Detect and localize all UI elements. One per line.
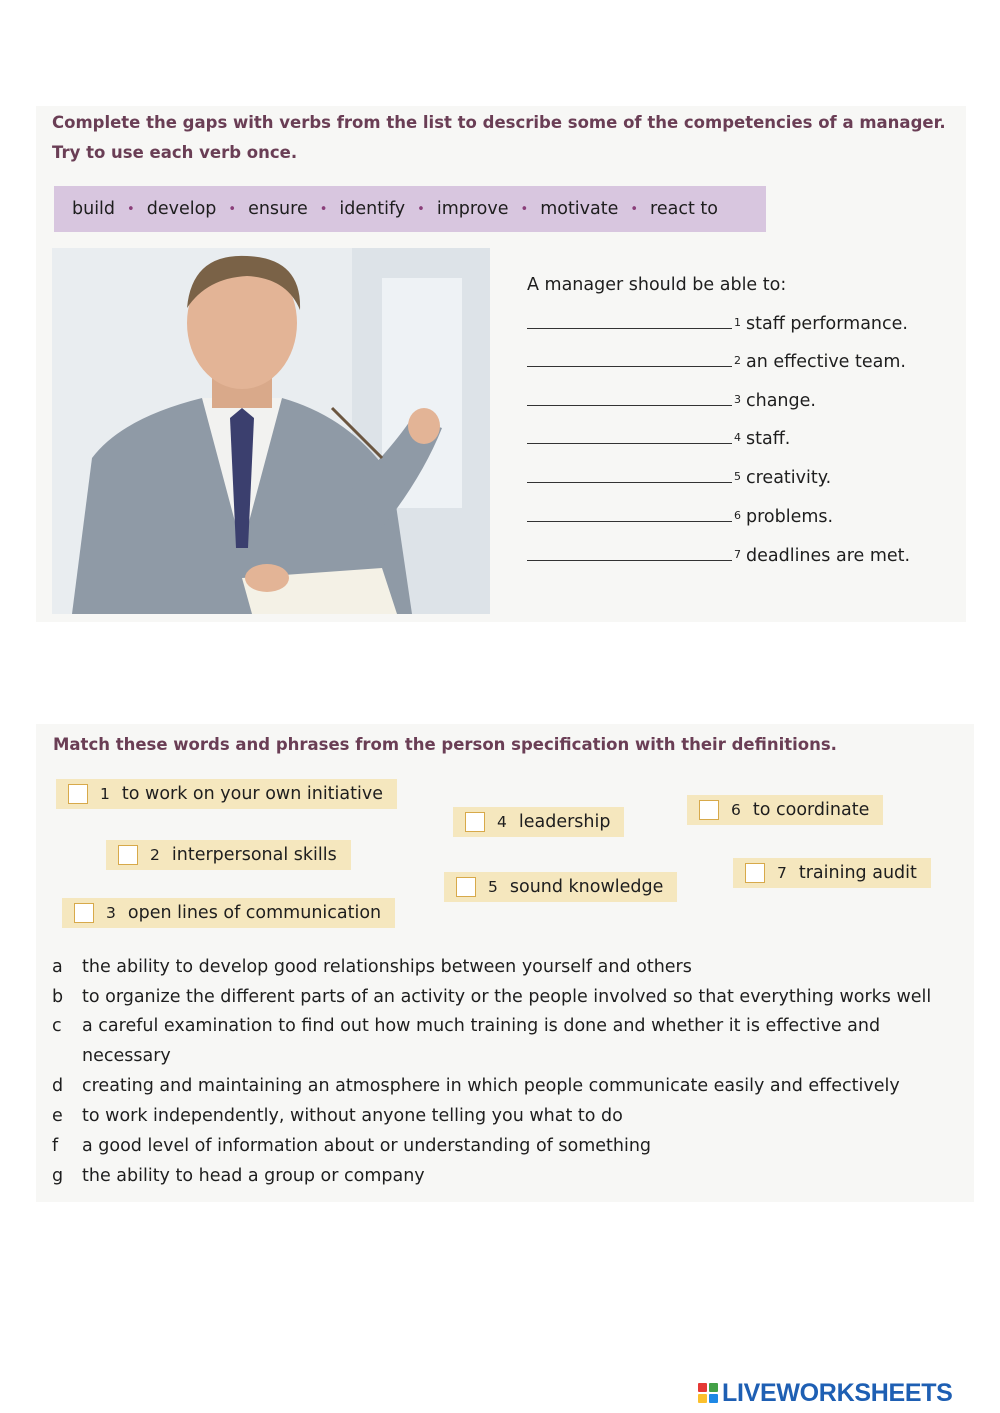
term-text: interpersonal skills [171, 845, 337, 865]
term-chip-1 [56, 779, 397, 809]
manager-illustration [52, 248, 490, 614]
term-number: 3 [106, 904, 116, 922]
definition-a [52, 957, 972, 977]
verb-item: improve [436, 199, 509, 219]
term-chip-5 [444, 872, 677, 902]
definition-c [52, 1011, 912, 1071]
exercise-2-heading: Match these words and phrases from the person specification with their definitions. [53, 735, 837, 754]
answer-checkbox[interactable] [456, 877, 476, 897]
answer-checkbox[interactable] [68, 784, 88, 804]
answer-blank[interactable] [527, 521, 732, 522]
gap-number: 3 [734, 393, 741, 406]
bullet-separator: • [319, 201, 328, 217]
gap-number: 2 [734, 354, 741, 367]
term-chip-7 [733, 858, 931, 888]
logo-square [709, 1383, 718, 1392]
definition-g [52, 1166, 972, 1186]
answer-checkbox[interactable] [118, 845, 138, 865]
answer-checkbox[interactable] [465, 812, 485, 832]
term-chip-3 [62, 898, 395, 928]
gap-line [527, 429, 790, 449]
definition-text: to work independently, without anyone telling you what to do [82, 1106, 623, 1126]
gap-fill-lead: A manager should be able to: [527, 275, 787, 295]
bullet-separator: • [630, 201, 639, 217]
definition-letter: a [52, 957, 63, 977]
gap-number: 5 [734, 470, 741, 483]
logo-square [709, 1394, 718, 1403]
answer-blank[interactable] [527, 405, 732, 406]
logo-icon [698, 1383, 718, 1403]
verb-list-box [54, 186, 766, 232]
term-text: leadership [518, 812, 611, 832]
bullet-separator: • [127, 201, 135, 217]
term-number: 7 [777, 864, 787, 882]
gap-text: staff. [746, 429, 791, 449]
definition-text: a careful examination to find out how much training is done and whether it is effective and necessary [82, 1016, 881, 1066]
answer-checkbox[interactable] [745, 863, 765, 883]
gap-text: an effective team. [746, 352, 906, 372]
definition-letter: f [52, 1136, 59, 1156]
gap-line [527, 391, 816, 411]
gap-text: staff performance. [746, 314, 908, 334]
definition-f [52, 1136, 972, 1156]
definition-text: creating and maintaining an atmosphere in which people communicate easily and effectively [82, 1076, 900, 1096]
bullet-separator: • [520, 201, 529, 217]
term-chip-2 [106, 840, 351, 870]
term-number: 6 [731, 801, 741, 819]
definition-e [52, 1106, 972, 1126]
gap-text: change. [746, 391, 816, 411]
term-number: 1 [100, 785, 110, 803]
liveworksheets-logo[interactable] [698, 1378, 953, 1408]
definition-letter: c [52, 1016, 62, 1036]
term-number: 4 [497, 813, 507, 831]
verb-item: develop [146, 199, 217, 219]
term-text: to work on your own initiative [121, 784, 383, 804]
gap-number: 1 [734, 316, 741, 329]
definition-b [52, 987, 972, 1007]
bullet-separator: • [417, 201, 425, 217]
term-chip-4 [453, 807, 624, 837]
definition-d [52, 1076, 972, 1096]
logo-square [698, 1394, 707, 1403]
definition-text: the ability to develop good relationships between yourself and others [82, 957, 692, 977]
verb-item: motivate [540, 199, 619, 219]
verb-item: ensure [248, 199, 308, 219]
manager-photo [52, 248, 490, 614]
logo-square [698, 1383, 707, 1392]
answer-blank[interactable] [527, 328, 732, 329]
term-text: sound knowledge [509, 877, 664, 897]
gap-number: 7 [734, 548, 741, 561]
term-text: training audit [798, 863, 917, 883]
brand-name: LIVEWORKSHEETS [722, 1378, 953, 1407]
gap-line [527, 314, 908, 334]
answer-blank[interactable] [527, 366, 732, 367]
definition-letter: d [52, 1076, 64, 1096]
definition-text: the ability to head a group or company [82, 1166, 425, 1186]
gap-line [527, 546, 910, 566]
gap-number: 6 [734, 509, 741, 522]
term-chip-6 [687, 795, 883, 825]
gap-line [527, 507, 833, 527]
term-text: to coordinate [752, 800, 870, 820]
answer-blank[interactable] [527, 443, 732, 444]
definition-text: a good level of information about or understanding of something [82, 1136, 652, 1156]
definition-letter: e [52, 1106, 63, 1126]
bullet-separator: • [228, 201, 237, 217]
gap-text: problems. [746, 507, 834, 527]
gap-text: creativity. [746, 468, 832, 488]
gap-text: deadlines are met. [746, 546, 911, 566]
term-number: 5 [488, 878, 498, 896]
verb-item: react to [650, 199, 718, 219]
gap-line [527, 352, 906, 372]
answer-blank[interactable] [527, 560, 732, 561]
verb-item: build [72, 199, 116, 219]
definition-letter: b [52, 987, 64, 1007]
term-number: 2 [150, 846, 160, 864]
answer-checkbox[interactable] [699, 800, 719, 820]
exercise-1-heading: Complete the gaps with verbs from the list to describe some of the competencies of a manager. [52, 113, 946, 132]
verb-item: identify [339, 199, 406, 219]
gap-number: 4 [734, 431, 741, 444]
answer-checkbox[interactable] [74, 903, 94, 923]
gap-line [527, 468, 831, 488]
term-text: open lines of communication [127, 903, 382, 923]
definition-text: to organize the different parts of an activity or the people involved so that everything works well [82, 987, 932, 1007]
definition-letter: g [52, 1166, 64, 1186]
exercise-1-subheading: Try to use each verb once. [52, 143, 298, 162]
answer-blank[interactable] [527, 482, 732, 483]
